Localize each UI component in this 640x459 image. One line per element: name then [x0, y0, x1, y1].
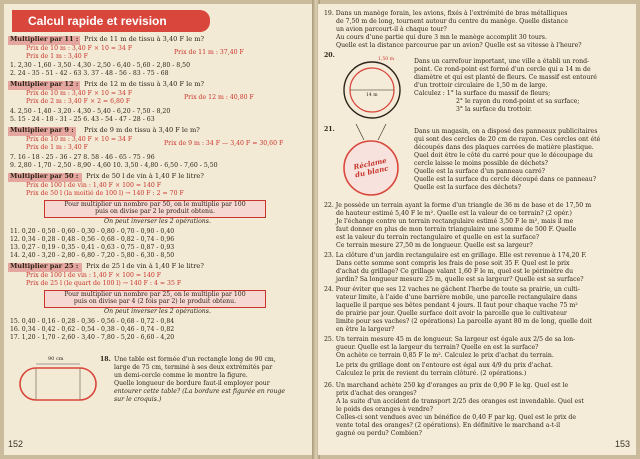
problem-line: On achète ce terrain 0,85 F le m². Calculez le prix d'achat du terrain.	[336, 352, 554, 359]
problem-line: sur le croquis.)	[114, 396, 162, 403]
problem-line: Ce terrain mesure 27,50 m de longueur. Quelle est sa largeur?	[336, 242, 533, 249]
rule-note: On peut inverser les 2 opérations.	[104, 218, 211, 225]
problem-line: 23. La clôture d'un jardin rectangulaire est en grillage. Elle est revenue à 174,20 F.	[324, 252, 587, 259]
problem-line: un demi-cercle comme le montre la figure.	[114, 372, 248, 379]
problem-line: A la suite d'un accident de transport 2/25 des oranges est invendable. Quel est	[336, 398, 584, 405]
rule-result: Prix de 9 m : 34 F — 3,40 F = 30,60 F	[164, 140, 284, 147]
exercise-row: 1. 2,30 - 1,60 - 3,50 - 4,30 - 2,50 - 6,40 - 5,60 - 2,80 - 8,50	[10, 62, 191, 69]
exercise-number: 18.	[100, 356, 111, 363]
problem-line: un avion parcourt-il à chaque tour?	[336, 26, 447, 33]
rule-heading: Multiplier par 25 :	[10, 262, 79, 270]
problem-line: Dans un carrefour important, une ville a établi un rond-	[414, 58, 590, 65]
problem-line: Quelle est la surface du cercle découpé dans ce panneau?	[414, 176, 597, 183]
page-title: Calcul rapide et revision	[12, 10, 210, 32]
table-figure	[12, 356, 104, 408]
rule-note: On peut inverser les 2 opérations.	[104, 308, 211, 315]
rule-calc: Prix de 1 m : 3,40 F	[26, 144, 88, 151]
exercise-row: 5. 15 - 24 - 18 - 31 - 25 6. 43 - 54 - 47 - 28 - 63	[10, 116, 155, 123]
problem-line: laquelle il parque ses bêtes pendant 4 jours. Il faut pour chaque vache 75 m²	[336, 302, 578, 309]
exercise-row: 14. 2,40 - 3,20 - 2,80 - 6,80 - 7,20 - 5,80 - 6,30 - 8,50	[10, 252, 175, 259]
problem-line: 3° la surface du trottoir.	[456, 106, 532, 113]
exercise-number: 20.	[324, 52, 335, 59]
exercise-row: 9. 2,80 - 1,70 - 2,50 - 8,90 - 4,60 10. 3,50 - 4,80 - 6,50 - 7,60 - 5,50	[10, 162, 218, 169]
rule-text: Prix de 50 l de vin à 1,40 F le litre?	[86, 172, 204, 180]
problem-line: Quelle longueur de bordure faut-il employer pour	[114, 380, 270, 387]
problem-line: Je l'échange contre un terrain rectangulaire estimé 3,50 F le m², mais il me	[336, 218, 574, 225]
advert-text: Réclame du blanc	[352, 155, 390, 180]
figure-label: 1,50 m	[378, 57, 395, 62]
rule-calc: Prix de 50 l (la moitié de 100 l) → 140 F : 2 = 70 F	[26, 190, 184, 197]
problem-line: 25. Un terrain mesure 45 m de longueur. Sa largeur est égale aux 2/5 de sa lon-	[324, 336, 576, 343]
exercise-row: 2. 24 - 35 - 51 - 42 - 63 3. 37 - 48 - 56 - 83 - 75 - 68	[10, 70, 169, 77]
left-page	[4, 4, 313, 455]
problem-line: Le prix du grillage dont on l'entoure est égal aux 4/9 du prix d'achat.	[336, 362, 553, 369]
problem-line: Dans cette somme sont compris les frais de pose soit 35 F. Quel est le prix	[336, 260, 570, 267]
problem-line: gagné ou perdu? Combien?	[336, 430, 422, 437]
roundabout-figure	[338, 58, 406, 122]
rule-heading: Multiplier par 9 :	[10, 126, 74, 134]
rule-calc: Prix de 1 m : 3,40 F	[26, 53, 88, 60]
problem-line: Au cours d'une partie qui dure 3 mn le manège accomplit 30 tours.	[336, 34, 547, 41]
problem-line: 19. Dans un manège forain, les avions, fixés à l'extrémité de bras métalliques	[324, 10, 568, 17]
rule-heading: Multiplier par 50 :	[10, 172, 79, 180]
rule-box	[44, 290, 266, 308]
figure-label: 14 m	[366, 93, 378, 98]
problem-line: point. Ce rond-point est formé d'un cercle qui a 14 m de	[414, 66, 591, 73]
exercise-row: 17. 1,20 - 1,70 - 2,60 - 3,40 - 7,80 - 5,20 - 6,60 - 4,20	[10, 334, 175, 341]
problem-line: d'un trottoir circulaire de 1,50 m de large.	[414, 82, 548, 89]
problem-line: Dans un magasin, on a disposé des panneaux publicitaires	[414, 128, 598, 135]
rule-calc: Prix de 100 l de vin : 1,40 F × 100 = 140 F	[26, 182, 162, 189]
problem-line: Celles-ci sont vendues avec un bénéfice de 0,40 F par kg. Quel est le prix de	[336, 414, 576, 421]
exercise-number: 21.	[324, 126, 335, 133]
problem-line: Quelle est la surface d'un panneau carré?	[414, 168, 545, 175]
problem-line: de prairie par jour. Quelle surface doit avoir la parcelle que le cultivateur	[336, 310, 567, 317]
page-number: 153	[614, 439, 630, 449]
exercise-row: 11. 0,20 - 0,50 - 0,60 - 0,30 - 0,80 - 0,70 - 0,90 - 0,40	[10, 228, 175, 235]
rule-text: Prix de 11 m de tissu à 3,40 F le m?	[84, 35, 205, 43]
exercise-row: 4. 2,50 - 1,40 - 3,20 - 4,30 - 5,40 - 6,20 - 7,50 - 8,20	[10, 108, 171, 115]
rule-text: Prix de 12 m de tissu à 3,40 F le m?	[84, 80, 205, 88]
rule-calc: Prix de 2 m : 3,40 F × 2 = 6,80 F	[26, 98, 131, 105]
rule-result: Prix de 11 m : 37,40 F	[174, 49, 244, 56]
problem-line: est la valeur du terrain rectangulaire et quelle en est la surface?	[336, 234, 540, 241]
rule-calc: Prix de 10 m : 3,40 F × 10 = 34 F	[26, 45, 133, 52]
exercise-row: 15. 0,40 - 0,16 - 0,28 - 0,36 - 0,56 - 0,68 - 0,72 - 0,84	[10, 318, 175, 325]
exercise-row: 16. 0,34 - 0,42 - 0,62 - 0,54 - 0,38 - 0,46 - 0,74 - 0,82	[10, 326, 175, 333]
rule-box-line: Pour multiplier un nombre par 25, on le multiplie par 100	[64, 291, 246, 298]
problem-line: entourer cette table? (La bordure est figurée en rouge	[114, 388, 286, 395]
rule-calc: Prix de 25 l (le quart de 100 l) → 140 F : 4 = 35 F	[26, 280, 182, 287]
exercise-row: 7. 16 - 18 - 25 - 36 - 27 8. 58 - 46 - 65 - 75 - 96	[10, 154, 155, 161]
rule-box-line: puis on divise par 2 le produit obtenu.	[95, 208, 215, 216]
problem-line: de hauteur estimé 5,40 F le m². Quelle est la valeur de ce terrain? (2 opér.)	[336, 210, 572, 217]
problem-line: 22. Je possède un terrain ayant la forme d'un triangle de 36 m de base et de 17,50 m	[324, 202, 592, 209]
problem-line: limite pour ses vaches? (2 opérations) La parcelle ayant 80 m de long, quelle doit	[336, 318, 592, 325]
problem-line: découpés dans des plaques carrées de matière plastique.	[414, 144, 594, 151]
problem-line: Quelle est la surface des déchets?	[414, 184, 521, 191]
rule-box-line: puis on divise par 4 (2 fois par 2) le produit obtenu.	[73, 298, 237, 306]
rule-box	[44, 200, 266, 218]
rule-box-line: Pour multiplier un nombre par 50, on le multiplie par 100	[64, 201, 246, 208]
problem-line: 24. Pour éviter que ses 12 vaches ne gâchent l'herbe de toute sa prairie, un culti-	[324, 286, 580, 293]
problem-line: diamètre et qui est planté de fleurs. Ce massif est entouré	[414, 74, 597, 81]
problem-line: le poids des oranges à vendre?	[336, 406, 433, 413]
problem-line: 2° le rayon du rond-point et sa surface;	[456, 98, 580, 105]
exercise-row: 12. 0,34 - 0,28 - 0,48 - 0,56 - 0,68 - 0,82 - 0,74 - 0,96	[10, 236, 175, 243]
right-page	[318, 4, 636, 455]
advert-circle-figure	[338, 124, 404, 200]
problem-line: Une table est formée d'un rectangle long de 90 cm,	[114, 356, 276, 363]
problem-line: Calculez le prix de revient du terrain clôturé. (2 opérations.)	[336, 370, 527, 377]
problem-line: jardin? Sa longueur mesure 25 m, quelle est sa largeur? Quelle est sa surface?	[336, 276, 584, 283]
rule-result: Prix de 12 m : 40,80 F	[184, 94, 254, 101]
problem-line: faut donner en plus de mon terrain triangulaire une somme de 500 F. Quelle	[336, 226, 577, 233]
problem-line: Quel doit être le côté du carré pour que le découpage du	[414, 152, 593, 159]
problem-line: vente total des oranges? (2 opérations). En définitive le marchand a-t-il	[336, 422, 561, 429]
problem-line: d'achat du grillage? Ce grillage valant 1,60 F le m, quel est le périmètre du	[336, 268, 574, 275]
rule-calc: Prix de 100 l de vin : 1,40 F × 100 = 140 F	[26, 272, 162, 279]
problem-line: large de 75 cm, terminé à ses deux extrémités par	[114, 364, 273, 371]
rule-calc: Prix de 10 m : 3,40 F × 10 = 34 F	[26, 136, 133, 143]
rule-heading: Multiplier par 12 :	[10, 80, 79, 88]
problem-line: Quelle est la distance parcourue par un avion? Quelle est sa vitesse à l'heure?	[336, 42, 582, 49]
problem-line: Calculez : 1° la surface du massif de fleurs;	[414, 90, 551, 97]
rule-text: Prix de 9 m de tissu à 3,40 F le m?	[84, 126, 200, 134]
problem-line: vateur limite, à l'aide d'une barrière mobile, une parcelle rectangulaire dans	[336, 294, 578, 301]
problem-line: en être la largeur?	[336, 326, 395, 333]
problem-line: 26. Un marchand achète 250 kg d'oranges au prix de 0,90 F le kg. Quel est le	[324, 382, 569, 389]
figure-label: 90 cm	[48, 356, 64, 362]
problem-line: de 7,50 m de long, tournent autour du centre du manège. Quelle distance	[336, 18, 568, 25]
problem-line: qui sont des cercles de 20 cm de rayon. Ces cercles ont été	[414, 136, 601, 143]
problem-line: prix d'achat des oranges?	[336, 390, 417, 397]
page-number: 152	[8, 439, 24, 449]
exercise-row: 13. 0,27 - 0,19 - 0,35 - 0,41 - 0,63 - 0,75 - 0,87 - 0,93	[10, 244, 175, 251]
rule-calc: Prix de 10 m : 3,40 F × 10 = 34 F	[26, 90, 133, 97]
problem-line: gueur. Quelle est la largeur du terrain? Quelle en est la surface?	[336, 344, 539, 351]
problem-line: cercle laisse le moins possible de déchets?	[414, 160, 548, 167]
rule-text: Prix de 25 l de vin à 1,40 F le litre?	[86, 262, 204, 270]
rule-heading: Multiplier par 11 :	[10, 35, 79, 43]
